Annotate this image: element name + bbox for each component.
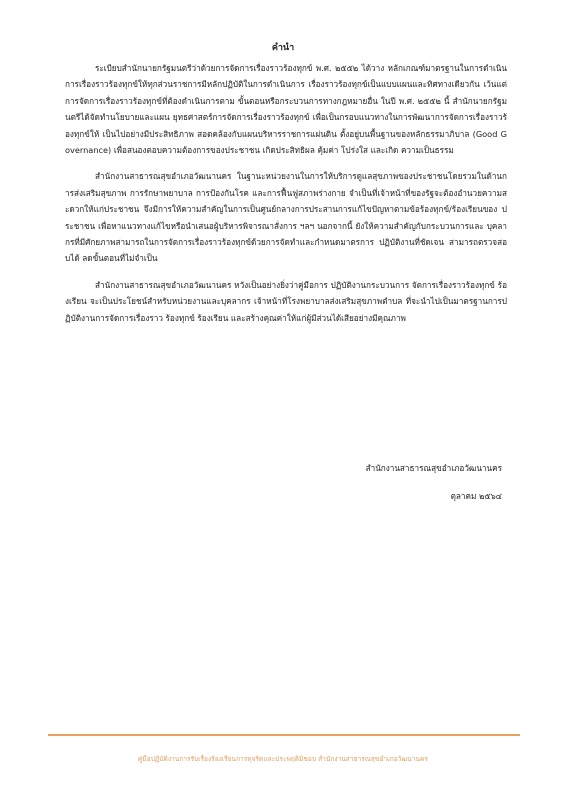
paragraph-1: ระเบียบสำนักนายกรัฐมนตรีว่าด้วยการจัดการเรื่องราวร้องทุกข์ พ.ศ. ๒๕๕๒ ได้วาง หลักเกณฑ์มาตรฐานในการดำเนินการเรื่องราวร้องทุกข์ให้ทุกส่วนราชการมีหลักปฏิบัติในการดำเนินการ เรื่องราวร้องทุกข์เป็นแบบแผนและทิศทางเดียวกัน เว้นแต่การจัดการเรื่องราวร้องทุกข์ที่ต้องดำเนินการตาม ขั้นตอนหรือกระบวนการทางกฎหมายอื่น ในปี พ.ศ. ๒๕๕๒ นี้ สำนักนายกรัฐมนตรีได้จัดทำนโยบายและแผน ยุทธศาสตร์การจัดการเรื่องราวร้องทุกข์ เพื่อเป็นกรอบแนวทางในการพัฒนาการจัดการเรื่องราวร้องทุกข์ให้ เป็นไปอย่างมีประสิทธิภาพ สอดคล้องกับแผนบริหารราชการแผ่นดิน ตั้งอยู่บนพื้นฐานของหลักธรรมาภิบาล (Good Governance) เพื่อสนองตอบความต้องการของประชาชน เกิดประสิทธิผล คุ้มค่า โปร่งใส และเกิด ความเป็นธรรม xyxy=(65,63,507,156)
preface-body xyxy=(65,60,507,336)
signature-organization: สำนักงานสาธารณสุขอำเภอวัฒนานคร xyxy=(365,463,502,473)
footer-text: คู่มือปฏิบัติงานการรับเรื่องร้องเรียนการทุจริตและประพฤติมิชอบ สำนักงานสาธารณสุขอำเภอวัฒนานคร xyxy=(138,755,428,763)
page-title: คำนำ xyxy=(271,43,295,53)
footer-divider xyxy=(48,734,520,736)
paragraph-2: สำนักงานสาธารณสุขอำเภอวัฒนานคร ในฐานะหน่วยงานในการให้บริการดูแลสุขภาพของประชาชนโดยรวมในด้านการส่งเสริมสุขภาพ การรักษาพยาบาล การป้องกันโรค และการฟื้นฟูสภาพร่างกาย จำเป็นที่เจ้าหน้าที่ของรัฐจะต้องอำนวยความสะดวกให้แก่ประชาชน จึงมีการให้ความสำคัญในการเป็นศูนย์กลางการประสานการแก้ไขปัญหาตามข้อร้องทุกข์/ร้องเรียนของ ประชาชน เพื่อหาแนวทางแก้ไขหรือนำเสนอผู้บริหารพิจารณาสั่งการ ฯลฯ นอกจากนี้ ยังให้ความสำคัญกับกระบวนการและ บุคลากรที่มีศักยภาพสามารถในการจัดการเรื่องราวร้องทุกข์ด้วยการจัดทำและกำหนดมาตรการ ปฏิบัติงานที่ชัดเจน สามารถตรวจสอบได้ ลดขั้นตอนที่ไม่จำเป็น xyxy=(65,171,507,264)
paragraph-3: สำนักงานสาธารณสุขอำเภอวัฒนานคร หวังเป็นอย่างยิ่งว่าคู่มือการ ปฏิบัติงานกระบวนการ จัดการเรื่องราวร้องทุกข์ ร้องเรียน จะเป็นประโยชน์สำหรับหน่วยงานและบุคลากร เจ้าหน้าที่โรงพยาบาลส่งเสริมสุขภาพตำบล ที่จะนำไปเป็นมาตรฐานการปฏิบัติงานการจัดการเรื่องราว ร้องทุกข์ ร้องเรียน และสร้างคุณค่าให้แก่ผู้มีส่วนได้เสียอย่างมีคุณภาพ xyxy=(65,279,507,323)
signature-date: ตุลาคม ๒๕๖๔ xyxy=(450,491,502,501)
